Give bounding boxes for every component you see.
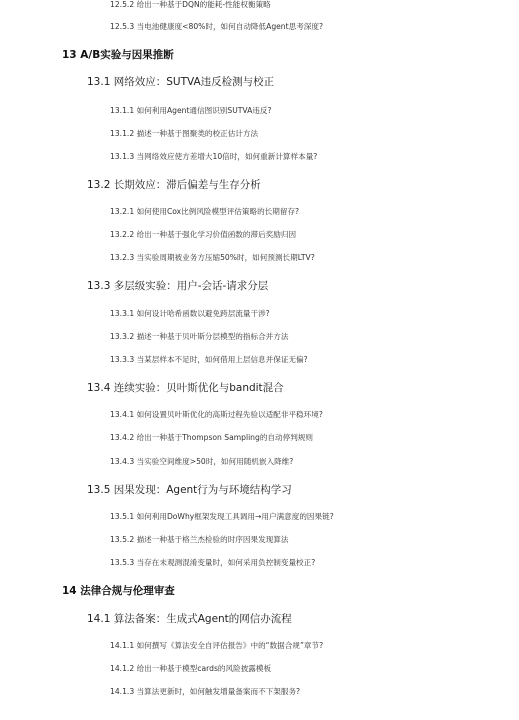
toc-entry: 12.5.2 给出一种基于DQN的能耗-性能权衡策略: [110, 0, 271, 9]
toc-entry: 14.1.2 给出一种基于模型cards的风险披露模板: [110, 664, 272, 673]
toc-entry: 13.2.3 当实验周期被业务方压缩50%时，如何预测长期LTV?: [110, 253, 315, 262]
chapter-heading: 14 法律合规与伦理审查: [62, 585, 175, 597]
toc-entry: 14.1.1 如何撰写《算法安全自评估报告》中的“数据合规”章节?: [110, 641, 324, 650]
section-heading: 13.2 长期效应：滞后偏差与生存分析: [87, 179, 261, 191]
toc-entry: 13.5.2 描述一种基于格兰杰检验的时序因果发现算法: [110, 535, 289, 544]
toc-entry: 13.1.2 描述一种基于图聚类的校正估计方法: [110, 129, 259, 138]
toc-entry: 13.5.3 当存在未观测混淆变量时，如何采用负控制变量校正?: [110, 558, 316, 567]
toc-entry: 13.3.2 描述一种基于贝叶斯分层模型的指标合并方法: [110, 332, 289, 341]
toc-entry: 12.5.3 当电池健康度<80%时，如何自动降低Agent思考深度?: [110, 22, 324, 31]
chapter-heading: 13 A/B实验与因果推断: [62, 49, 174, 61]
section-heading: 13.5 因果发现：Agent行为与环境结构学习: [87, 484, 292, 496]
toc-entry: 13.1.1 如何利用Agent通信图识别SUTVA违反?: [110, 106, 272, 115]
section-heading: 14.1 算法备案：生成式Agent的网信办流程: [87, 613, 292, 625]
toc-entry: 13.4.1 如何设置贝叶斯优化的高斯过程先验以适配非平稳环境?: [110, 410, 323, 419]
toc-entry: 13.2.1 如何使用Cox比例风险模型评估策略的长期留存?: [110, 207, 300, 216]
toc-entry: 13.3.3 当某层样本不足时，如何借用上层信息并保证无偏?: [110, 355, 308, 364]
section-heading: 13.1 网络效应：SUTVA违反检测与校正: [87, 76, 275, 88]
toc-entry: 13.3.1 如何设计哈希函数以避免跨层流量干涉?: [110, 309, 270, 318]
toc-entry: 13.5.1 如何利用DoWhy框架发现工具调用→用户满意度的因果链?: [110, 512, 334, 521]
section-heading: 13.3 多层级实验：用户-会话-请求分层: [87, 280, 269, 292]
toc-entry: 13.4.3 当实验空间维度>50时，如何用随机嵌入降维?: [110, 457, 294, 466]
toc-entry: 14.1.3 当算法更新时，如何触发增量备案而不下架服务?: [110, 687, 301, 696]
toc-entry: 13.4.2 给出一种基于Thompson Sampling的自动停判规则: [110, 433, 313, 442]
toc-entry: 13.2.2 给出一种基于强化学习价值函数的滞后奖励归因: [110, 230, 297, 239]
section-heading: 13.4 连续实验：贝叶斯优化与bandit混合: [87, 382, 284, 394]
toc-entry: 13.1.3 当网络效应使方差增大10倍时，如何重新计算样本量?: [110, 152, 318, 161]
